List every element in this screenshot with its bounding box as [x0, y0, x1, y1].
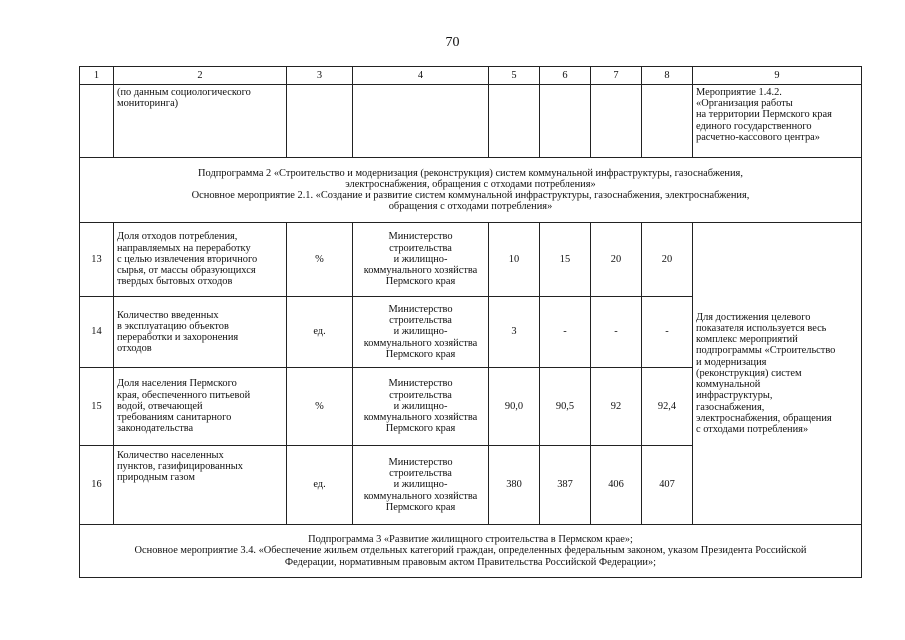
- text-line: Основное мероприятие 2.1. «Создание и развитие систем коммунальной инфраструктуры, газоснабжения, электроснабжения,: [191, 190, 750, 201]
- subprogram-row: [80, 525, 862, 578]
- text-line: строительства: [389, 468, 452, 480]
- header-cell: 1: [80, 67, 114, 85]
- continuation-row: [80, 85, 862, 158]
- subprogram-heading: [80, 158, 862, 223]
- header-cell: 5: [489, 67, 540, 85]
- header-cell: 4: [353, 67, 489, 85]
- text-line: Для достижения целевого: [696, 311, 811, 323]
- text-line: комплекс мероприятий: [696, 334, 798, 346]
- indicator-cell: [114, 368, 287, 446]
- text-line: Министерство: [388, 303, 453, 315]
- text-line: и жилищно-: [393, 479, 448, 491]
- subprogram-heading: [80, 525, 862, 578]
- unit-cell: %: [287, 368, 353, 446]
- text-line: в эксплуатацию объектов: [117, 320, 229, 332]
- executor-cell: [353, 297, 489, 368]
- value-cell: 92,4: [642, 368, 693, 446]
- row-number: 13: [80, 223, 114, 297]
- text-line: с целью извлечения вторичного: [117, 253, 258, 265]
- text-line: Подпрограмма 2 «Строительство и модернизация (реконструкция) систем коммунальной инфраструктуры, газоснабжения,: [198, 167, 743, 179]
- value-cell: 407: [642, 446, 693, 525]
- header-cell: 9: [693, 67, 862, 85]
- empty-cell: [287, 85, 353, 158]
- text-line: с отходами потребления»: [696, 423, 809, 435]
- text-line: коммунального хозяйства: [363, 337, 478, 349]
- text-line: и жилищно-: [393, 253, 448, 265]
- indicator-cell: [114, 297, 287, 368]
- text-line: на территории Пермского края: [696, 109, 832, 121]
- value-cell: 3: [489, 297, 540, 368]
- text-line: водой, отвечающей: [117, 400, 203, 412]
- text-line: Доля населения Пермского: [117, 378, 237, 390]
- row-number: 16: [80, 446, 114, 525]
- text-line: показателя используется весь: [696, 323, 827, 335]
- text-line: Пермского края: [385, 501, 456, 513]
- empty-cell: [591, 85, 642, 158]
- text-line: и модернизация: [696, 356, 767, 368]
- text-line: Доля отходов потребления,: [117, 231, 238, 243]
- row-number: 14: [80, 297, 114, 368]
- executor-cell: [353, 368, 489, 446]
- text-line: «Организация работы: [696, 98, 793, 110]
- empty-cell: [642, 85, 693, 158]
- text-line: мониторинга): [117, 98, 179, 110]
- header-row: [80, 67, 862, 85]
- text-line: единого государственного: [696, 120, 812, 132]
- text-line: Министерство: [388, 378, 453, 390]
- measure-note-cell: [693, 223, 862, 525]
- indicators-table: [79, 66, 862, 578]
- text-line: коммунального хозяйства: [363, 412, 478, 424]
- header-cell: 2: [114, 67, 287, 85]
- text-line: направляемых на переработку: [117, 242, 251, 254]
- unit-cell: ед.: [287, 297, 353, 368]
- value-cell: 10: [489, 223, 540, 297]
- text-line: электроснабжения, обращения с отходами потребления»: [345, 178, 596, 190]
- text-line: и жилищно-: [393, 326, 448, 338]
- empty-cell: [353, 85, 489, 158]
- empty-cell: [489, 85, 540, 158]
- value-cell: -: [642, 297, 693, 368]
- value-cell: 380: [489, 446, 540, 525]
- indicator-cell: [114, 223, 287, 297]
- unit-cell: ед.: [287, 446, 353, 525]
- text-line: пунктов, газифицированных: [117, 461, 243, 473]
- executor-cell: [353, 223, 489, 297]
- subprogram-row: [80, 158, 862, 223]
- page-number: 70: [445, 35, 460, 50]
- text-line: твердых бытовых отходов: [117, 276, 233, 288]
- text-line: газоснабжения,: [696, 401, 765, 413]
- text-line: коммунального хозяйства: [363, 265, 478, 277]
- text-line: Количество населенных: [117, 450, 224, 461]
- text-line: сырья, от массы образующихся: [117, 265, 256, 277]
- table-row: [80, 223, 862, 297]
- text-line: требованиям санитарного: [117, 412, 232, 424]
- unit-cell: %: [287, 223, 353, 297]
- value-cell: 20: [591, 223, 642, 297]
- text-line: инфраструктуры,: [696, 390, 773, 402]
- text-line: Пермского края: [385, 423, 456, 435]
- empty-cell: [540, 85, 591, 158]
- text-line: электроснабжения, обращения: [696, 412, 832, 424]
- indicator-cell: [114, 85, 287, 158]
- text-line: (реконструкция) систем: [696, 367, 802, 379]
- text-line: Основное мероприятие 3.4. «Обеспечение жильем отдельных категорий граждан, определенных федеральным законом, указом Президента Российской: [134, 545, 807, 557]
- text-line: обращения с отходами потребления»: [388, 201, 553, 213]
- text-line: подпрограммы «Строительство: [696, 345, 836, 357]
- text-line: Мероприятие 1.4.2.: [696, 87, 782, 98]
- text-line: Пермского края: [385, 276, 456, 288]
- text-line: природным газом: [117, 472, 195, 484]
- text-line: коммунальной: [696, 379, 761, 391]
- text-line: Подпрограмма 3 «Развитие жилищного строительства в Пермском крае»;: [308, 534, 633, 546]
- empty-cell: [80, 85, 114, 158]
- text-line: переработки и захоронения: [117, 332, 239, 343]
- text-line: строительства: [389, 242, 452, 254]
- text-line: Министерство: [388, 231, 453, 243]
- text-line: строительства: [389, 315, 452, 327]
- value-cell: 90,0: [489, 368, 540, 446]
- value-cell: -: [591, 297, 642, 368]
- text-line: Пермского края: [385, 348, 456, 360]
- indicator-cell: [114, 446, 287, 525]
- value-cell: -: [540, 297, 591, 368]
- header-cell: 8: [642, 67, 693, 85]
- value-cell: 90,5: [540, 368, 591, 446]
- text-line: края, обеспеченного питьевой: [117, 389, 251, 401]
- measure-cell: [693, 85, 862, 158]
- text-line: строительства: [389, 389, 452, 401]
- value-cell: 92: [591, 368, 642, 446]
- text-line: и жилищно-: [393, 400, 448, 412]
- text-line: коммунального хозяйства: [363, 490, 478, 502]
- header-cell: 7: [591, 67, 642, 85]
- text-line: отходов: [117, 343, 152, 355]
- value-cell: 15: [540, 223, 591, 297]
- header-cell: 3: [287, 67, 353, 85]
- value-cell: 20: [642, 223, 693, 297]
- text-line: законодательства: [117, 423, 194, 435]
- row-number: 15: [80, 368, 114, 446]
- text-line: Министерство: [388, 456, 453, 468]
- text-line: (по данным социологического: [117, 87, 251, 98]
- value-cell: 387: [540, 446, 591, 525]
- text-line: Количество введенных: [117, 309, 219, 321]
- text-line: расчетно-кассового центра»: [696, 131, 820, 143]
- header-cell: 6: [540, 67, 591, 85]
- value-cell: 406: [591, 446, 642, 525]
- executor-cell: [353, 446, 489, 525]
- text-line: Федерации, нормативным правовым актом Правительства Российской Федерации»;: [284, 556, 657, 568]
